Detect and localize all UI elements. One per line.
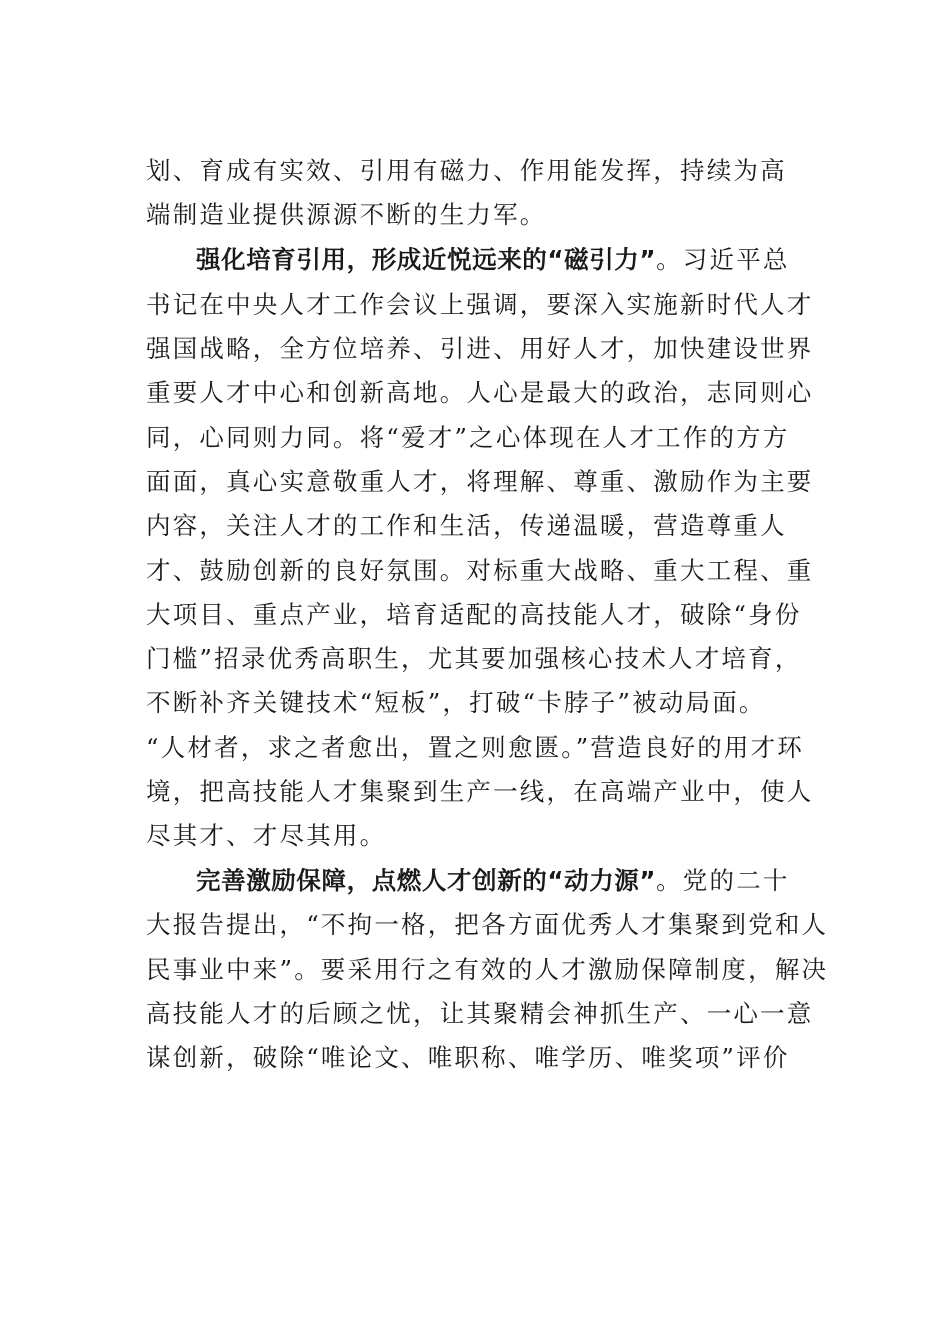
text-line: 强国战略，全方位培养、引进、用好人才，加快建设世界 xyxy=(146,334,814,363)
text-line: 大项目、重点产业，培育适配的高技能人才，破除“身份 xyxy=(146,600,802,629)
text-line: 划、育成有实效、引用有磁力、作用能发挥，持续为高 xyxy=(146,156,787,185)
text-line: 境，把高技能人才集聚到生产一线，在高端产业中，使人 xyxy=(146,777,814,806)
section-heading: 强化培育引用，形成近悦远来的“磁引力” xyxy=(196,245,657,274)
text-line: 才、鼓励创新的良好氛围。对标重大战略、重大工程、重 xyxy=(146,556,814,585)
heading-line-continuation: 。党的二十 xyxy=(656,866,790,895)
paragraph-heading-line xyxy=(196,866,790,896)
heading-line-continuation: 。习近平总 xyxy=(656,245,790,274)
text-line: 面面，真心实意敬重人才，将理解、尊重、激励作为主要 xyxy=(146,467,814,496)
text-line: 同，心同则力同。将“爱才”之心体现在人才工作的方方 xyxy=(146,423,790,452)
text-line: 大报告提出，“不拘一格，把各方面优秀人才集聚到党和人 xyxy=(146,910,829,939)
paragraph-heading-line xyxy=(196,245,790,275)
text-line: 书记在中央人才工作会议上强调，要深入实施新时代人才 xyxy=(146,290,814,319)
text-line: 尽其才、才尽其用。 xyxy=(146,821,387,850)
text-line: 重要人才中心和创新高地。人心是最大的政治，志同则心 xyxy=(146,378,814,407)
text-line: 高技能人才的后顾之忧，让其聚精会神抓生产、一心一意 xyxy=(146,999,814,1028)
text-line: 民事业中来”。要采用行之有效的人才激励保障制度，解决 xyxy=(146,955,829,984)
text-line: 门槛”招录优秀高职生，尤其要加强核心技术人才培育， xyxy=(146,644,802,673)
text-line: 端制造业提供源源不断的生力军。 xyxy=(146,200,547,229)
text-line: 内容，关注人才的工作和生活，传递温暖，营造尊重人 xyxy=(146,511,787,540)
text-line: “人材者，求之者愈出，置之则愈匮。”营造良好的用才环 xyxy=(146,733,804,762)
text-line: 不断补齐关键技术“短板”，打破“卡脖子”被动局面。 xyxy=(146,688,766,717)
section-heading: 完善激励保障，点燃人才创新的“动力源” xyxy=(196,866,657,895)
text-line: 谋创新，破除“唯论文、唯职称、唯学历、唯奖项”评价 xyxy=(146,1043,790,1072)
